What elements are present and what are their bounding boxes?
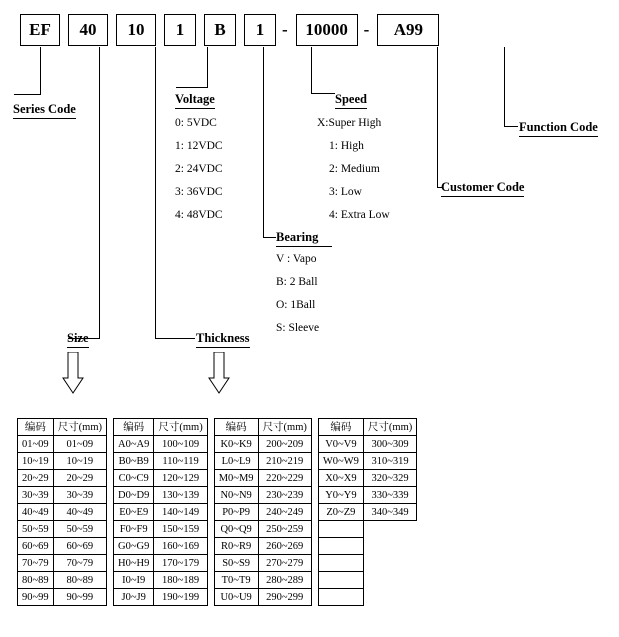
table-row	[214, 470, 311, 487]
table-row	[318, 487, 416, 504]
cell-code: M0~M9	[214, 470, 258, 487]
table-row	[18, 504, 107, 521]
label-size: Size	[67, 331, 89, 348]
cell-size: 130~139	[154, 487, 207, 504]
cell-code: 80~89	[18, 572, 54, 589]
cell-code: G0~G9	[114, 538, 154, 555]
table-row	[318, 436, 416, 453]
cell-size: 60~69	[53, 538, 106, 555]
cell-code: Y0~Y9	[318, 487, 363, 504]
speed-option-3: 3: Low	[329, 186, 362, 198]
label-voltage: Voltage	[175, 92, 215, 109]
pn-segment-speed[interactable]: 1	[244, 14, 276, 46]
code-tables	[17, 418, 417, 606]
col-header-code: 编码	[18, 419, 54, 436]
cell-code: 70~79	[18, 555, 54, 572]
code-table-1	[17, 418, 107, 606]
bearing-option-3: S: Sleeve	[276, 322, 320, 334]
cell-size: 290~299	[258, 589, 311, 606]
part-number-row	[20, 14, 447, 46]
cell-size: 220~229	[258, 470, 311, 487]
table-row	[214, 538, 311, 555]
table-row	[114, 589, 208, 606]
leader-speed	[311, 47, 312, 93]
table-row	[214, 436, 311, 453]
speed-option-2: 2: Medium	[329, 163, 380, 175]
cell-size: 210~219	[258, 453, 311, 470]
leader-series-code	[40, 47, 41, 94]
speed-option-0: X:Super High	[317, 117, 382, 129]
table-row	[18, 487, 107, 504]
voltage-option-4: 4: 48VDC	[175, 209, 223, 221]
table-row	[214, 589, 311, 606]
code-table-4	[318, 418, 417, 606]
cell-code: S0~S9	[214, 555, 258, 572]
cell-size: 260~269	[258, 538, 311, 555]
cell-blank	[318, 555, 363, 572]
table-row	[18, 521, 107, 538]
pn-segment-function[interactable]: A99	[377, 14, 439, 46]
table-row	[214, 555, 311, 572]
pn-segment-customer[interactable]: 10000	[296, 14, 358, 46]
table-row	[114, 470, 208, 487]
table-header-row	[18, 419, 107, 436]
col-header-code: 编码	[114, 419, 154, 436]
table-row	[18, 453, 107, 470]
pn-dash-1: -	[282, 20, 288, 39]
label-bearing: Bearing	[276, 230, 332, 247]
voltage-option-2: 2: 24VDC	[175, 163, 223, 175]
col-header-size: 尺寸(mm)	[258, 419, 311, 436]
cell-size: 200~209	[258, 436, 311, 453]
cell-code: B0~B9	[114, 453, 154, 470]
speed-option-4: 4: Extra Low	[329, 209, 390, 221]
table-row	[318, 555, 416, 572]
arrow-size-to-table	[62, 352, 84, 394]
table-row	[114, 436, 208, 453]
cell-code: 30~39	[18, 487, 54, 504]
cell-size: 180~189	[154, 572, 207, 589]
cell-size: 90~99	[53, 589, 106, 606]
cell-blank	[318, 572, 363, 589]
cell-size: 20~29	[53, 470, 106, 487]
cell-code: E0~E9	[114, 504, 154, 521]
table-row	[318, 538, 416, 555]
cell-size: 330~339	[363, 487, 416, 504]
leader-series-code-h	[14, 94, 41, 95]
cell-code: 60~69	[18, 538, 54, 555]
table-row	[18, 572, 107, 589]
col-header-size: 尺寸(mm)	[53, 419, 106, 436]
table-row	[114, 538, 208, 555]
label-series-code: Series Code	[13, 102, 76, 119]
table-row	[18, 470, 107, 487]
cell-code: J0~J9	[114, 589, 154, 606]
table-row	[214, 453, 311, 470]
table-row	[214, 572, 311, 589]
table-row	[114, 453, 208, 470]
table-row	[214, 521, 311, 538]
voltage-option-3: 3: 36VDC	[175, 186, 223, 198]
cell-code: 40~49	[18, 504, 54, 521]
cell-size: 280~289	[258, 572, 311, 589]
cell-size: 150~159	[154, 521, 207, 538]
leader-speed-h	[311, 93, 335, 94]
cell-blank	[318, 521, 363, 538]
cell-size: 230~239	[258, 487, 311, 504]
pn-segment-bearing[interactable]: B	[204, 14, 236, 46]
cell-size: 340~349	[363, 504, 416, 521]
cell-code: N0~N9	[214, 487, 258, 504]
table-row	[318, 572, 416, 589]
bearing-option-2: O: 1Ball	[276, 299, 316, 311]
col-header-code: 编码	[214, 419, 258, 436]
table-row	[214, 504, 311, 521]
table-row	[114, 572, 208, 589]
col-header-size: 尺寸(mm)	[154, 419, 207, 436]
leader-thickness-h	[155, 338, 195, 339]
cell-code: F0~F9	[114, 521, 154, 538]
cell-size: 40~49	[53, 504, 106, 521]
leader-function-code-h	[504, 126, 518, 127]
table-row	[114, 487, 208, 504]
leader-function-code	[504, 47, 505, 126]
cell-code: X0~X9	[318, 470, 363, 487]
pn-segment-voltage[interactable]: 1	[164, 14, 196, 46]
cell-size: 30~39	[53, 487, 106, 504]
col-header-code: 编码	[318, 419, 363, 436]
cell-size: 170~179	[154, 555, 207, 572]
label-thickness: Thickness	[196, 331, 250, 348]
cell-code: Q0~Q9	[214, 521, 258, 538]
table-header-row	[318, 419, 416, 436]
cell-code: T0~T9	[214, 572, 258, 589]
cell-code: L0~L9	[214, 453, 258, 470]
leader-voltage	[207, 47, 208, 87]
table-row	[318, 504, 416, 521]
cell-code: 20~29	[18, 470, 54, 487]
table-row	[114, 521, 208, 538]
table-header-row	[114, 419, 208, 436]
pn-segment-size[interactable]: 40	[68, 14, 108, 46]
pn-segment-thickness[interactable]: 10	[116, 14, 156, 46]
cell-code: 90~99	[18, 589, 54, 606]
leader-thickness	[155, 47, 156, 338]
table-row	[214, 487, 311, 504]
cell-code: C0~C9	[114, 470, 154, 487]
pn-dash-2: -	[363, 20, 370, 39]
pn-segment-series[interactable]: EF	[20, 14, 60, 46]
table-row	[18, 436, 107, 453]
cell-code: P0~P9	[214, 504, 258, 521]
cell-size: 50~59	[53, 521, 106, 538]
cell-size: 160~169	[154, 538, 207, 555]
label-speed: Speed	[335, 92, 367, 109]
cell-size: 01~09	[53, 436, 106, 453]
cell-size: 110~119	[154, 453, 207, 470]
cell-code: Z0~Z9	[318, 504, 363, 521]
cell-code: 50~59	[18, 521, 54, 538]
cell-code: K0~K9	[214, 436, 258, 453]
table-row	[18, 538, 107, 555]
arrow-thickness-to-table	[208, 352, 230, 394]
voltage-option-0: 0: 5VDC	[175, 117, 217, 129]
leader-bearing-h	[263, 237, 276, 238]
bearing-option-1: B: 2 Ball	[276, 276, 318, 288]
table-row	[318, 453, 416, 470]
table-row	[18, 555, 107, 572]
table-row	[114, 504, 208, 521]
col-header-size: 尺寸(mm)	[363, 419, 416, 436]
leader-bearing	[263, 47, 264, 237]
leader-customer-code	[437, 47, 438, 187]
code-table-2	[113, 418, 208, 606]
leader-voltage-h	[176, 87, 208, 88]
cell-size: 120~129	[154, 470, 207, 487]
cell-size: 190~199	[154, 589, 207, 606]
cell-size: 100~109	[154, 436, 207, 453]
cell-code: A0~A9	[114, 436, 154, 453]
table-header-row	[214, 419, 311, 436]
cell-code: I0~I9	[114, 572, 154, 589]
cell-code: U0~U9	[214, 589, 258, 606]
cell-size: 140~149	[154, 504, 207, 521]
cell-blank	[318, 538, 363, 555]
cell-size: 250~259	[258, 521, 311, 538]
table-row	[318, 521, 416, 538]
cell-size: 240~249	[258, 504, 311, 521]
cell-code: 10~19	[18, 453, 54, 470]
cell-size: 320~329	[363, 470, 416, 487]
cell-code: V0~V9	[318, 436, 363, 453]
table-row	[318, 589, 416, 606]
code-table-3	[214, 418, 312, 606]
label-customer-code: Customer Code	[441, 180, 524, 197]
cell-code: H0~H9	[114, 555, 154, 572]
cell-blank	[318, 589, 363, 606]
cell-size: 270~279	[258, 555, 311, 572]
voltage-option-1: 1: 12VDC	[175, 140, 223, 152]
cell-code: 01~09	[18, 436, 54, 453]
table-row	[318, 470, 416, 487]
cell-size: 300~309	[363, 436, 416, 453]
table-row	[114, 555, 208, 572]
cell-size: 310~319	[363, 453, 416, 470]
cell-code: D0~D9	[114, 487, 154, 504]
cell-size: 70~79	[53, 555, 106, 572]
leader-size	[99, 47, 100, 338]
speed-option-1: 1: High	[329, 140, 364, 152]
cell-size: 80~89	[53, 572, 106, 589]
cell-code: R0~R9	[214, 538, 258, 555]
table-row	[18, 589, 107, 606]
label-function-code: Function Code	[519, 120, 598, 137]
cell-code: W0~W9	[318, 453, 363, 470]
cell-size: 10~19	[53, 453, 106, 470]
bearing-option-0: V : Vapo	[276, 253, 317, 265]
